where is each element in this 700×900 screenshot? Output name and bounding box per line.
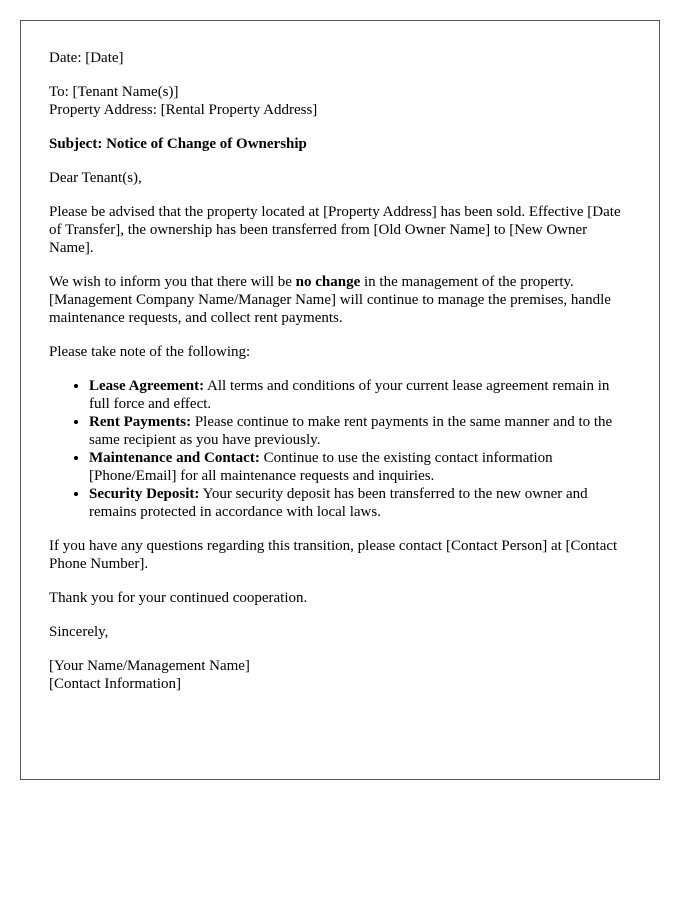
list-item [89, 485, 631, 521]
date-line: Date: [Date] [49, 50, 124, 66]
recipient-block [49, 83, 631, 119]
paragraph-questions: If you have any questions regarding this transition, please contact [Contact Person] at [Contact Phone Number]. [49, 538, 618, 572]
letter-page [20, 20, 660, 780]
list-item-term: Lease Agreement: [89, 378, 205, 394]
list-item [89, 377, 631, 413]
signature-contact: [Contact Information] [49, 676, 182, 692]
list-item-text: All terms and conditions of your current lease agreement remain in full force and effect. [89, 378, 610, 412]
list-item-text: Your security deposit has been transferred to the new owner and remains protected in accordance with local laws. [89, 486, 588, 520]
property-address-line: Property Address: [Rental Property Address] [49, 102, 318, 118]
list-item-text: Please continue to make rent payments in the same manner and to the same recipient as you have previously. [89, 414, 613, 448]
paragraph-thanks: Thank you for your continued cooperation. [49, 590, 308, 606]
paragraph-management-start: We wish to inform you that there will be [49, 274, 296, 290]
recipient-line: To: [Tenant Name(s)] [49, 84, 179, 100]
greeting: Dear Tenant(s), [49, 170, 142, 186]
closing: Sincerely, [49, 624, 109, 640]
paragraph-sale-notice: Please be advised that the property located at [Property Address] has been sold. Effective [Date of Transfer], the ownership has been transferred from [Old Owner Name] to [New Owner Name]. [49, 204, 621, 256]
paragraph-management [49, 273, 631, 327]
terms-list [49, 377, 631, 521]
list-item [89, 413, 631, 449]
no-change-emphasis: no change [295, 274, 361, 290]
list-item-term: Security Deposit: [89, 486, 200, 502]
list-item-text: Continue to use the existing contact information [Phone/Email] for all maintenance requests and inquiries. [89, 450, 553, 484]
list-item-term: Maintenance and Contact: [89, 450, 260, 466]
signature-block [49, 657, 631, 693]
list-item-term: Rent Payments: [89, 414, 192, 430]
list-item [89, 449, 631, 485]
list-intro: Please take note of the following: [49, 344, 251, 360]
subject-line: Subject: Notice of Change of Ownership [49, 136, 307, 152]
paragraph-management-end: in the management of the property. [Management Company Name/Manager Name] will continue to manage the premises, handle maintenance requests, and collect rent payments. [49, 274, 611, 326]
signature-name: [Your Name/Management Name] [49, 658, 250, 674]
